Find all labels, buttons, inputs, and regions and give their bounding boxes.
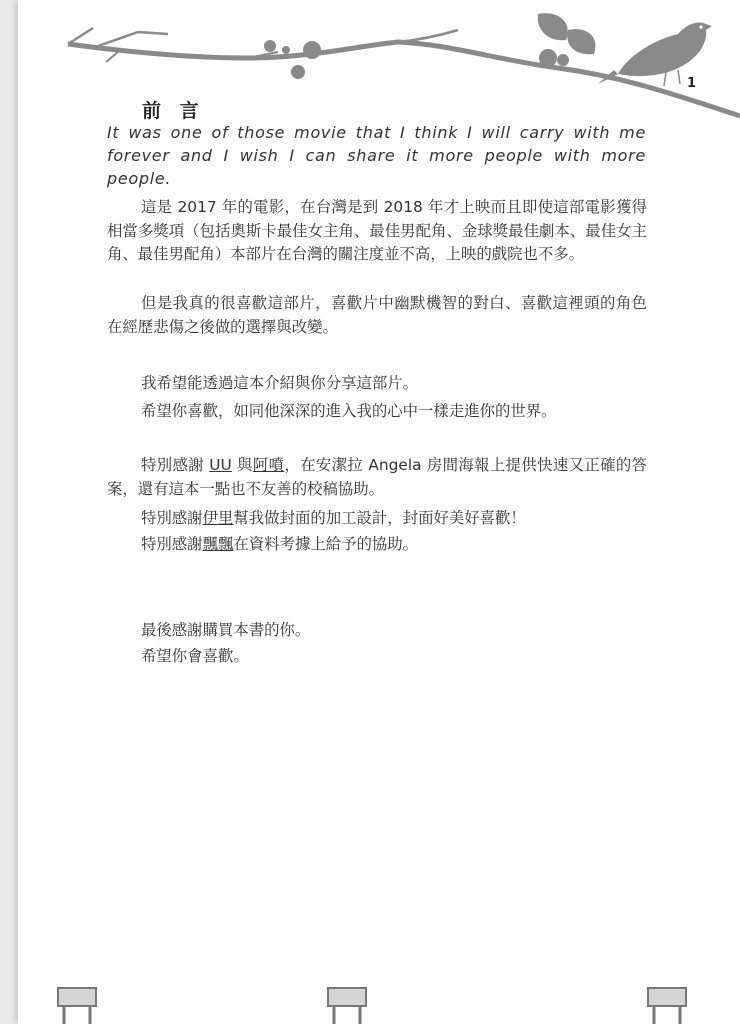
thanks-text: 在資料考據上給予的協助。 (233, 535, 419, 553)
thanks-prefix: 特別感謝 (141, 535, 203, 553)
thanks-text: ，在安潔拉 Angela 房間海報上提供快速又正確的答案，還有這本一點也不友善的校稿協助。 (107, 456, 647, 498)
paragraph-intro: 這是 2017 年的電影，在台灣是到 2018 年才上映而且即使這部電影獲得相當多獎項（包括奧斯卡最佳女主角、最佳男配角、金球獎最佳劇本、最佳女主角、最佳男配角）本部片在台灣的關注度並不高，上映的戲院也不多。 (107, 198, 647, 263)
epigraph-quote: It was one of those movie that I think I will carry with me forever and I wish I can share it more people with more people. (107, 123, 646, 188)
thanks-connector: 與 (231, 456, 253, 474)
closing-line-2: 希望你會喜歡。 (141, 647, 249, 665)
thanks-text: 幫我做封面的加工設計，封面好美好喜歡！ (233, 509, 526, 527)
share-line-1: 我希望能透過這本介紹與你分享這部片。 (141, 374, 419, 392)
thanks-prefix: 特別感謝 (141, 509, 203, 527)
paragraph-reason: 但是我真的很喜歡這部片，喜歡片中幽默機智的對白、喜歡這裡頭的角色在經歷悲傷之後做的選擇與改變。 (107, 294, 647, 336)
closing-line-1: 最後感謝購買本書的你。 (141, 621, 311, 639)
thanks-paragraph-1 (107, 454, 647, 501)
document-page (18, 0, 740, 1024)
page-title: 前 言 (142, 100, 205, 122)
branch-bird-illustration (18, 0, 740, 130)
share-line-2: 希望你喜歡，如同他深深的進入我的心中一樣走進你的世界。 (141, 402, 557, 420)
thanks-name-uu: UU (209, 456, 232, 474)
thanks-line-2 (141, 506, 526, 530)
thanks-name-piaopiao: 飄飄 (202, 535, 234, 553)
stand-decoration-middle (326, 984, 370, 1024)
stand-decoration-left (56, 984, 100, 1024)
thanks-prefix: 特別感謝 (141, 456, 210, 474)
thanks-line-3 (141, 532, 418, 556)
thanks-name-yili: 伊里 (202, 509, 234, 527)
stand-decoration-right (646, 984, 690, 1024)
thanks-name-apen: 阿噴 (252, 456, 285, 474)
page-number: 1 (687, 76, 697, 91)
